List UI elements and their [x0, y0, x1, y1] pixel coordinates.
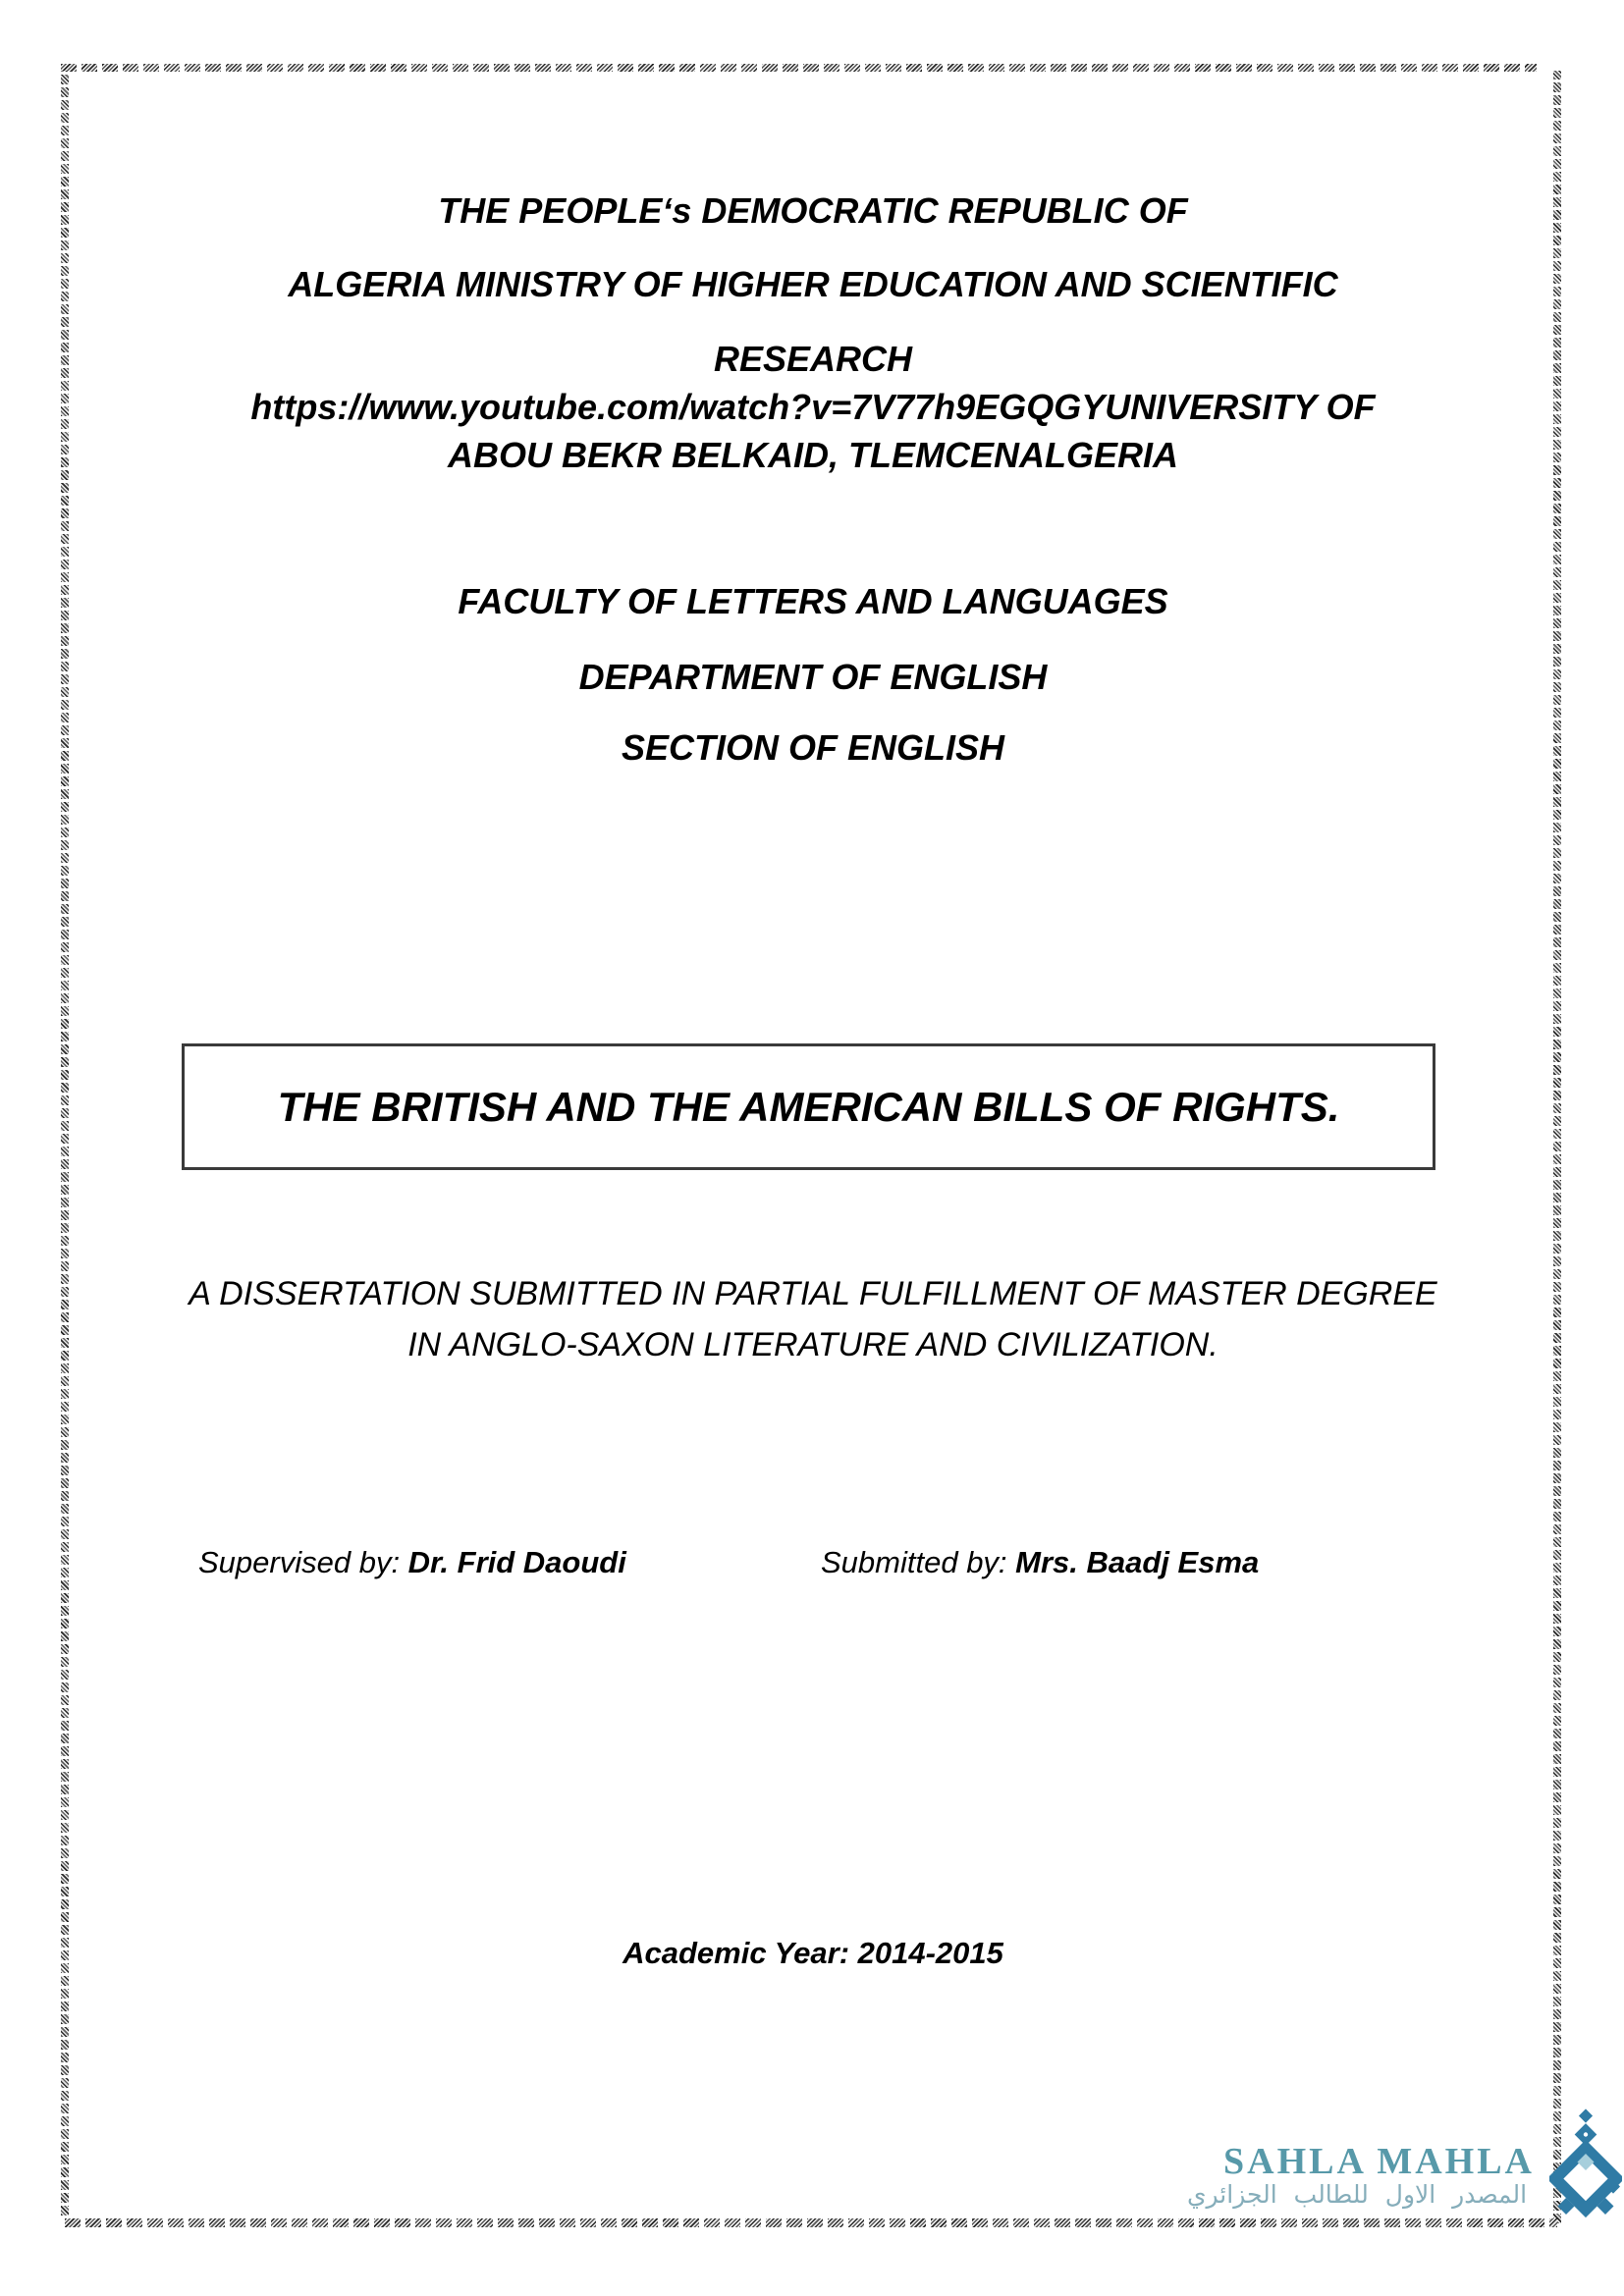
- ministry-heading: ALGERIA MINISTRY OF HIGHER EDUCATION AND SCIENTIFIC: [288, 264, 1338, 304]
- submitted-by-label: Submitted by:: [821, 1545, 1016, 1579]
- page-border-bottom: [65, 2218, 1557, 2227]
- department-name: DEPARTMENT OF ENGLISH: [578, 657, 1048, 697]
- supervised-by-group: [198, 1541, 626, 1584]
- dissertation-note: [69, 1268, 1557, 1370]
- section-name: SECTION OF ENGLISH: [621, 727, 1005, 768]
- youtube-url-text: https://www.youtube.com/watch?v=7V77h9EGQGYUNIVERSITY OF: [250, 387, 1376, 427]
- university-name: ABOU BEKR BELKAID, TLEMCENALGERIA: [448, 435, 1178, 475]
- brand-wordmark: SAHLA MAHLA: [1223, 2141, 1535, 2182]
- sahla-mahla-emblem-icon: [1549, 2108, 1622, 2224]
- republic-heading: THE PEOPLE‘s DEMOCRATIC REPUBLIC OF: [438, 190, 1188, 231]
- brand-tagline-arabic: المصدر الاول للطالب الجزائري: [1186, 2181, 1528, 2209]
- research-heading: RESEARCH: [713, 339, 913, 379]
- supervised-by-label: Supervised by:: [198, 1545, 408, 1579]
- thesis-title: THE BRITISH AND THE AMERICAN BILLS OF RIGHTS.: [277, 1083, 1340, 1130]
- page-border-top: [61, 64, 1537, 72]
- dissertation-note-line2: IN ANGLO-SAXON LITERATURE AND CIVILIZATION.: [407, 1326, 1218, 1363]
- research-university-block: [69, 335, 1557, 479]
- submitter-name: Mrs. Baadj Esma: [1015, 1545, 1260, 1579]
- academic-year: Academic Year: 2014-2015: [623, 1936, 1003, 1970]
- page-border-left: [61, 71, 69, 2216]
- dissertation-note-line1: A DISSERTATION SUBMITTED IN PARTIAL FULFILLMENT OF MASTER DEGREE: [189, 1275, 1437, 1312]
- submitted-by-group: [821, 1541, 1259, 1584]
- faculty-name: FACULTY OF LETTERS AND LANGUAGES: [458, 581, 1168, 621]
- supervisor-name: Dr. Frid Daoudi: [407, 1545, 626, 1579]
- thesis-title-box: [182, 1043, 1435, 1170]
